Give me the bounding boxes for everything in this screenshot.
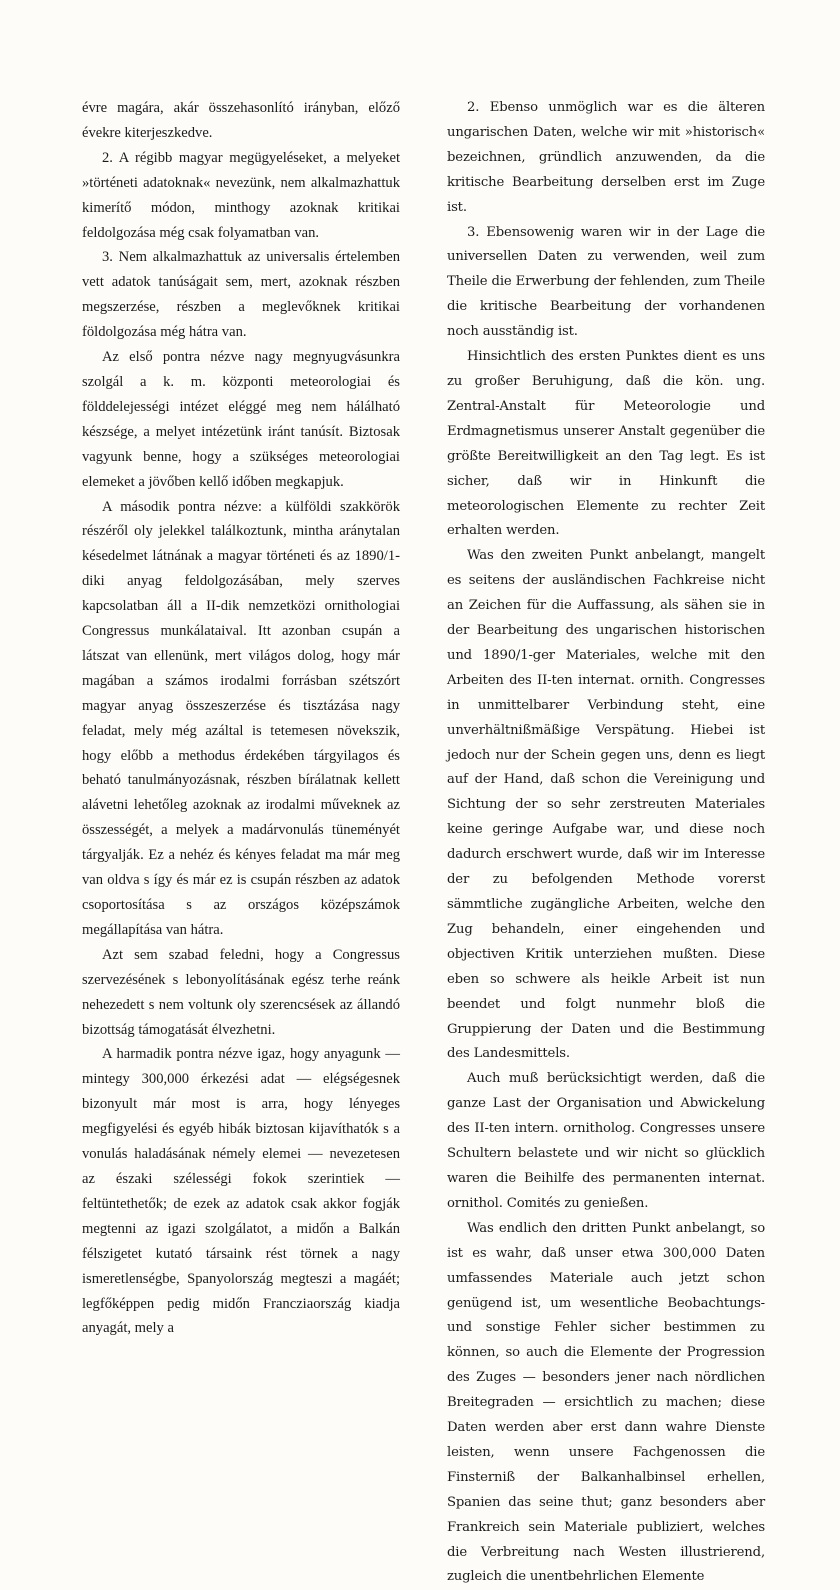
paragraph: 2. Ebenso unmöglich war es die älteren ungarischen Daten, welche wir mit »historisch« bezeichnen, gründlich anzuwenden, da die kritische Bearbeitung derselben erst im Zuge ist. [447, 100, 765, 215]
paragraph: Az első pontra nézve nagy megnyugvásunkra szolgál a k. m. központi meteorologiai és földdelejességi intézet eléggé meg nem hálálható készsége, a melyet intézetünk iránt tanúsít. Biztosak vagyunk benne, hogy a szükséges meteorologiai elemeket a jövőben kellő időben megkapjuk. [82, 349, 400, 490]
german-column [447, 96, 765, 1590]
paragraph: 2. A régibb magyar megügyeléseket, a melyeket »történeti adatoknak« nevezünk, nem alkalmazhattuk kimerítő módon, minthogy azoknak kritikai feldolgozása még csak folyamatban van. [82, 149, 400, 241]
paragraph: 3. Nem alkalmazhattuk az universalis értelemben vett adatok tanúságait sem, mert, azoknak részben megszerzése, részben a meglevőknek kritikai földolgozása még hátra van. [82, 249, 400, 341]
paragraph: A harmadik pontra nézve igaz, hogy anyagunk — mintegy 300,000 érkezési adat — elégségesnek bizonyult már most is arra, hogy lényeges megfigyelési és egyéb hibák biztosan kijavíthatók s a vonulás haladásának némely elemei — nevezetesen az északi szélességi fokok szerintiek — feltüntethetők; de ezek az adatok csak akkor fogják megtenni az igazi szolgálatot, a midőn a Balkán félszigetet kutató társaink rést törnek a nagy ismeretlenségbe, Spanyolország megteszi a magáét; legfőképpen pedig midőn Francziaország kiadja anyagát, mely a [82, 1046, 400, 1337]
paragraph: 3. Ebensowenig waren wir in der Lage die universellen Daten zu verwenden, weil zum Theile die Erwerbung der fehlenden, zum Theile die kritische Bearbeitung der vorhandenen noch ausständig ist. [447, 224, 765, 340]
paragraph: évre magára, akár összehasonlító irányban, előző évekre kiterjeszkedve. [82, 100, 400, 141]
paragraph: Was endlich den dritten Punkt anbelangt, so ist es wahr, daß unser etwa 300,000 Daten umfassendes Materiale auch jetzt schon genügend ist, um wesentliche Beobachtungs- und sonstige Fehler sicher bestimmen zu können, so auch die Elemente der Progression des Zuges — besonders jener nach nördlichen Breitegraden — ersichtlich zu machen; diese Daten werden aber erst dann wahre Dienste leisten, wenn unsere Fachgenossen die Finsterniß der Balkanhalbinsel erhellen, Spanien das seine thut; ganz besonders aber Frankreich sein Materiale publiziert, welches die Verbreitung nach Westen illustrierend, zugleich die unentbehrlichen Elemente [447, 1220, 765, 1585]
paragraph: A második pontra nézve: a külföldi szakkörök részéről oly jelekkel találkoztunk, mintha aránytalan késedelmet látnának a magyar történeti és az 1890/1-diki anyag feldolgozásában, mely szerves kapcsolatban áll a II-dik nemzetközi ornithologiai Congressus munkálataival. Itt azonban csupán a látszat van ellenünk, mert világos dolog, hogy már magában a számos irodalmi forrásban szétszórt magyar anyag összeszerzése és tisztázása nagy feladat, mely még azáltal is tetemesen növekszik, hogy előbb a methodus érdekében tárgyilagos és beható tanulmányozásnak, részben bírálatnak kellett alávetni lehetőleg azoknak az irodalmi műveknek az összességét, a melyek a madárvonulás tüneményét tárgyalják. Ez a nehéz és kényes feladat ma már meg van oldva s így és már ez is csupán részben az adatok csoportosítása s az országos középszámok megállapítása van hátra. [82, 498, 400, 938]
paragraph: Azt sem szabad feledni, hogy a Congressus szervezésének s lebonyolításának egész terhe reánk nehezedett s nem voltunk oly szerencsések az állandó bizottság támogatását élvezhetni. [82, 946, 400, 1038]
paragraph: Auch muß berücksichtigt werden, daß die ganze Last der Organisation und Abwickelung des II-ten intern. ornitholog. Congresses unsere Schultern belastete und wir nicht so glücklich waren die Beihilfe des permanenten internat. ornithol. Comités zu genießen. [447, 1071, 765, 1211]
paragraph: Was den zweiten Punkt anbelangt, mangelt es seitens der ausländischen Fachkreise nicht an Zeichen für die Auffassung, als sähen sie in der Bearbeitung des ungarischen historischen und 1890/1-ger Materiales, welche mit den Arbeiten des II-ten internat. ornith. Congresses in unmittelbarer Verbindung steht, eine unverhältnißmäßige Verspätung. Hiebei ist jedoch nur der Schein gegen uns, denn es liegt auf der Hand, daß schon die Vereinigung und Sichtung der so sehr zerstreuten Materiales keine geringe Aufgabe war, und diese noch dadurch erschwert wurde, daß wir im Interesse der zu befolgenden Methode vorerst sämmtliche zugängliche Arbeiten, welche den Zug behandeln, einer eingehenden und objectiven Kritik unterziehen mußten. Diese eben so schwere als heikle Arbeit ist nun beendet und folgt nunmehr bloß die Gruppierung der Daten und die Bestimmung des Landesmittels. [447, 548, 765, 1062]
paragraph: Hinsichtlich des ersten Punktes dient es uns zu großer Beruhigung, daß die kön. ung. Zentral-Anstalt für Meteorologie und Erdmagnetismus unserer Anstalt gegenüber die größte Bereitwilligkeit an den Tag legt. Es ist sicher, daß wir in Hinkunft die meteorologischen Elemente zu rechter Zeit erhalten werden. [447, 349, 765, 539]
hungarian-column [82, 96, 400, 1341]
